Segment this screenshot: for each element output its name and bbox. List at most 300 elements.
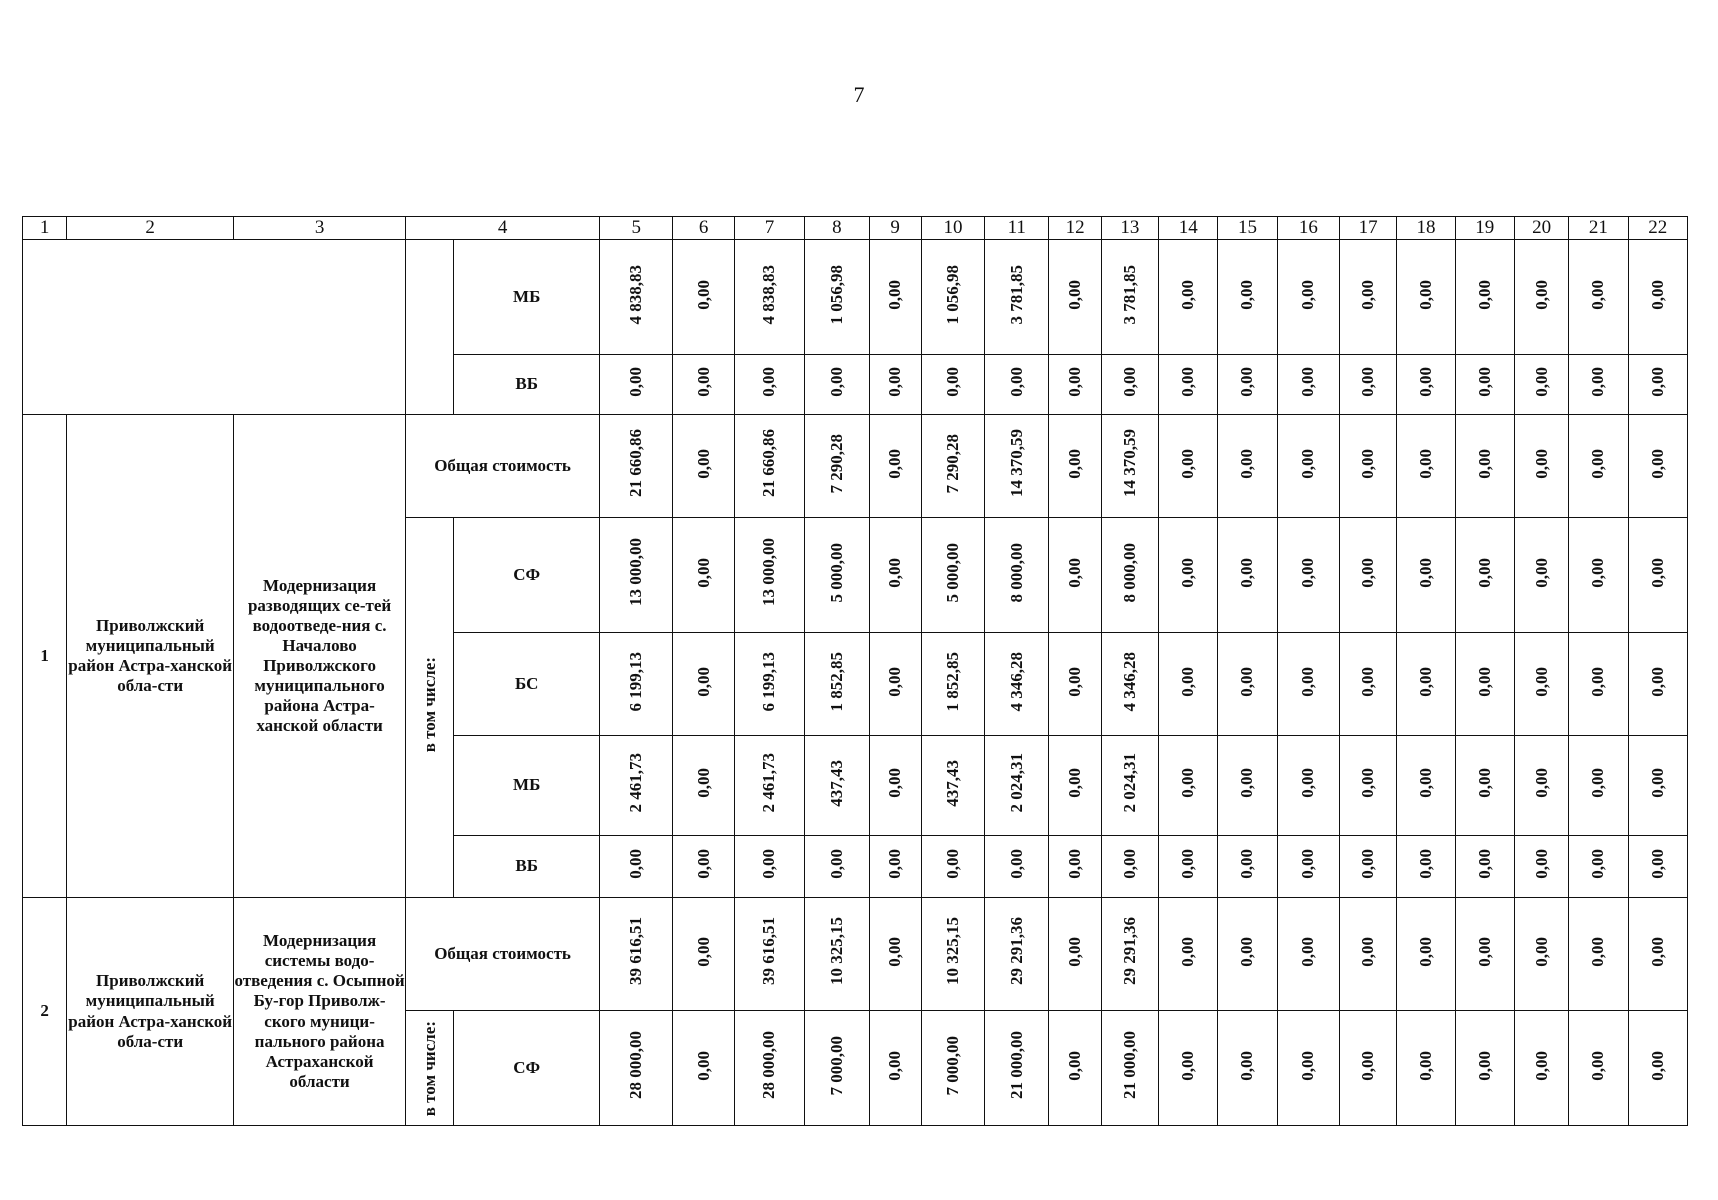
value-text: 0,00 (1237, 557, 1257, 588)
value-text: 0,00 (885, 557, 905, 588)
value-text: 0,00 (1474, 448, 1494, 479)
value-cell (1049, 736, 1101, 836)
value-text: 0,00 (1531, 557, 1551, 588)
value-cell (1397, 415, 1455, 518)
value-text: 0,00 (1006, 367, 1026, 397)
value-cell (985, 1011, 1049, 1126)
value-text: 21 660,86 (626, 429, 646, 498)
value-cell (1277, 736, 1339, 836)
value-text: 0,00 (1647, 448, 1667, 479)
value-cell (985, 836, 1049, 898)
value-cell (921, 1011, 984, 1126)
value-text: 0,00 (1178, 1050, 1198, 1081)
value-text: 2 024,31 (1119, 753, 1139, 813)
value-cell (1159, 836, 1218, 898)
value-cell (985, 633, 1049, 736)
value-cell (1628, 240, 1687, 355)
column-number: 1 (23, 217, 67, 240)
value-cell (600, 240, 673, 355)
value-cell (805, 836, 869, 898)
value-text: 0,00 (693, 448, 713, 479)
value-cell (1569, 633, 1628, 736)
value-cell (805, 898, 869, 1011)
value-cell (1455, 736, 1514, 836)
value-text: 0,00 (1415, 1050, 1435, 1081)
column-number: 4 (406, 217, 600, 240)
value-cell (1340, 355, 1397, 415)
funding-source: МБ (454, 736, 600, 836)
value-text: 6 199,13 (759, 651, 779, 712)
value-cell (600, 633, 673, 736)
value-cell (1514, 1011, 1568, 1126)
value-cell (805, 736, 869, 836)
value-text: 28 000,00 (759, 1031, 779, 1100)
value-cell (1159, 1011, 1218, 1126)
value-cell (600, 898, 673, 1011)
value-cell (1340, 240, 1397, 355)
value-cell (1049, 415, 1101, 518)
value-cell (1218, 736, 1277, 836)
value-text: 1 852,85 (942, 651, 962, 712)
value-text: 0,00 (1298, 367, 1318, 397)
column-number: 8 (805, 217, 869, 240)
value-text: 0,00 (1358, 279, 1378, 310)
table-row (23, 898, 1688, 1011)
value-text: 5 000,00 (942, 542, 962, 603)
value-cell (1455, 518, 1514, 633)
value-cell (869, 240, 921, 355)
value-cell (1218, 415, 1277, 518)
value-text: 29 291,36 (1006, 917, 1026, 986)
value-text: 21 660,86 (759, 429, 779, 498)
value-cell (673, 518, 734, 633)
value-cell (1455, 633, 1514, 736)
value-text: 13 000,00 (759, 538, 779, 607)
value-cell (1628, 1011, 1687, 1126)
value-text: 0,00 (885, 936, 905, 967)
value-cell (921, 633, 984, 736)
value-text: 0,00 (693, 367, 713, 397)
value-text: 0,00 (1178, 367, 1198, 397)
value-cell (600, 736, 673, 836)
value-cell (1049, 1011, 1101, 1126)
table-row (23, 415, 1688, 518)
value-cell (1569, 355, 1628, 415)
value-text: 0,00 (1531, 1050, 1551, 1081)
value-cell (1159, 240, 1218, 355)
value-cell (1397, 355, 1455, 415)
value-text: 0,00 (1588, 666, 1608, 697)
value-text: 0,00 (1358, 849, 1378, 879)
funding-source: СФ (454, 518, 600, 633)
value-cell (1049, 240, 1101, 355)
value-text: 0,00 (1531, 768, 1551, 798)
value-text: 0,00 (693, 936, 713, 967)
value-text: 3 781,85 (1006, 264, 1026, 325)
value-text: 0,00 (1298, 557, 1318, 588)
value-text: 0,00 (942, 367, 962, 397)
value-text: 0,00 (626, 367, 646, 397)
value-cell (1101, 240, 1158, 355)
value-cell (1049, 633, 1101, 736)
value-text: 0,00 (1647, 279, 1667, 310)
value-text: 13 000,00 (626, 538, 646, 607)
value-cell (1455, 1011, 1514, 1126)
project-name: Модернизация разводящих се-тей водоотведе-ния с. Началово Приволжского муниципального района Астра-ханской области (234, 415, 406, 898)
value-text: 0,00 (1358, 1050, 1378, 1081)
column-number: 18 (1397, 217, 1455, 240)
value-cell (734, 415, 804, 518)
value-cell (734, 836, 804, 898)
value-cell (921, 736, 984, 836)
value-cell (1049, 898, 1101, 1011)
value-text: 437,43 (942, 759, 962, 807)
funding-source: БС (454, 633, 600, 736)
value-text: 2 024,31 (1006, 753, 1026, 813)
column-number: 20 (1514, 217, 1568, 240)
value-text: 0,00 (759, 849, 779, 879)
value-cell (1514, 355, 1568, 415)
value-text: 0,00 (1474, 279, 1494, 310)
value-cell (1159, 736, 1218, 836)
value-cell (1628, 898, 1687, 1011)
column-number: 5 (600, 217, 673, 240)
value-cell (1340, 633, 1397, 736)
value-text: 0,00 (1647, 367, 1667, 397)
value-cell (1628, 736, 1687, 836)
value-text: 0,00 (693, 1050, 713, 1081)
value-text: 0,00 (1415, 666, 1435, 697)
value-cell (805, 518, 869, 633)
value-cell (1340, 736, 1397, 836)
value-cell (1455, 836, 1514, 898)
value-cell (673, 240, 734, 355)
value-text: 0,00 (885, 279, 905, 310)
value-cell (921, 836, 984, 898)
value-text: 0,00 (1298, 849, 1318, 879)
funding-table (22, 216, 1688, 1126)
column-number: 16 (1277, 217, 1339, 240)
value-cell (805, 415, 869, 518)
value-cell (1397, 633, 1455, 736)
value-cell (805, 355, 869, 415)
value-text: 5 000,00 (826, 542, 846, 603)
project-name: Модернизация системы водо-отведения с. Осыпной Бу-гор Приволж-ского муници-пального района Астраханской области (234, 898, 406, 1126)
value-cell (1397, 1011, 1455, 1126)
value-cell (1569, 518, 1628, 633)
value-text: 0,00 (1237, 1050, 1257, 1081)
value-text: 0,00 (1531, 849, 1551, 879)
in-that-number-text: в том числе: (419, 657, 439, 753)
column-number: 13 (1101, 217, 1158, 240)
value-text: 0,00 (1531, 666, 1551, 697)
value-text: 4 838,83 (626, 264, 646, 325)
value-text: 0,00 (885, 448, 905, 479)
value-text: 0,00 (1588, 448, 1608, 479)
value-text: 0,00 (885, 768, 905, 798)
value-cell (1159, 355, 1218, 415)
value-text: 10 325,15 (942, 917, 962, 986)
value-text: 0,00 (1237, 849, 1257, 879)
value-cell (1340, 1011, 1397, 1126)
value-text: 4 346,28 (1006, 651, 1026, 712)
value-cell (1159, 518, 1218, 633)
value-cell (869, 836, 921, 898)
value-text: 8 000,00 (1119, 542, 1139, 603)
value-text: 14 370,59 (1006, 429, 1026, 498)
value-cell (921, 355, 984, 415)
value-text: 0,00 (1415, 849, 1435, 879)
value-cell (1277, 355, 1339, 415)
value-text: 1 056,98 (826, 264, 846, 325)
value-text: 0,00 (1178, 666, 1198, 697)
value-text: 0,00 (1474, 557, 1494, 588)
column-number: 3 (234, 217, 406, 240)
value-cell (869, 415, 921, 518)
value-text: 0,00 (1065, 936, 1085, 967)
value-text: 0,00 (1178, 768, 1198, 798)
value-text: 0,00 (885, 1050, 905, 1081)
value-text: 0,00 (1415, 936, 1435, 967)
value-cell (985, 240, 1049, 355)
value-cell (1455, 898, 1514, 1011)
value-text: 0,00 (1647, 557, 1667, 588)
column-number: 10 (921, 217, 984, 240)
value-cell (1628, 415, 1687, 518)
value-text: 0,00 (1298, 666, 1318, 697)
value-text: 0,00 (1237, 367, 1257, 397)
funding-source: СФ (454, 1011, 600, 1126)
value-text: 0,00 (1065, 849, 1085, 879)
value-text: 0,00 (1531, 367, 1551, 397)
value-cell (600, 836, 673, 898)
value-cell (921, 415, 984, 518)
value-cell (1569, 415, 1628, 518)
value-cell (1514, 633, 1568, 736)
value-cell (1101, 518, 1158, 633)
value-text: 0,00 (1474, 666, 1494, 697)
value-cell (1049, 355, 1101, 415)
value-text: 0,00 (1358, 936, 1378, 967)
value-cell (1514, 518, 1568, 633)
in-that-number-label (406, 518, 454, 898)
value-text: 0,00 (1647, 936, 1667, 967)
value-cell (673, 898, 734, 1011)
value-cell (1277, 1011, 1339, 1126)
value-text: 2 461,73 (626, 753, 646, 813)
value-text: 0,00 (1119, 367, 1139, 397)
value-cell (734, 633, 804, 736)
total-cost-label: Общая стоимость (406, 898, 600, 1011)
value-text: 0,00 (1531, 448, 1551, 479)
value-text: 0,00 (942, 849, 962, 879)
value-text: 0,00 (1358, 367, 1378, 397)
value-text: 0,00 (1298, 448, 1318, 479)
value-text: 0,00 (1298, 936, 1318, 967)
value-text: 4 838,83 (759, 264, 779, 325)
value-text: 0,00 (1065, 448, 1085, 479)
value-text: 0,00 (1415, 768, 1435, 798)
value-cell (734, 240, 804, 355)
value-text: 21 000,00 (1006, 1031, 1026, 1100)
value-text: 10 325,15 (826, 917, 846, 986)
funding-source: МБ (454, 240, 600, 355)
value-text: 0,00 (1588, 367, 1608, 397)
value-text: 29 291,36 (1119, 917, 1139, 986)
value-text: 0,00 (1588, 849, 1608, 879)
value-cell (985, 736, 1049, 836)
value-text: 0,00 (1178, 448, 1198, 479)
value-cell (985, 518, 1049, 633)
project-number: 2 (23, 898, 67, 1126)
value-cell (600, 355, 673, 415)
value-cell (985, 898, 1049, 1011)
value-cell (1340, 898, 1397, 1011)
value-text: 14 370,59 (1119, 429, 1139, 498)
value-cell (1514, 898, 1568, 1011)
value-cell (921, 518, 984, 633)
value-text: 0,00 (1065, 768, 1085, 798)
value-cell (1159, 633, 1218, 736)
value-cell (1455, 240, 1514, 355)
value-cell (734, 736, 804, 836)
table-row (23, 240, 1688, 355)
value-cell (985, 415, 1049, 518)
value-cell (1277, 898, 1339, 1011)
value-cell (673, 736, 734, 836)
value-cell (1218, 898, 1277, 1011)
column-number: 6 (673, 217, 734, 240)
value-text: 7 290,28 (826, 433, 846, 494)
value-cell (734, 1011, 804, 1126)
value-text: 4 346,28 (1119, 651, 1139, 712)
value-text: 0,00 (826, 367, 846, 397)
value-text: 0,00 (1531, 279, 1551, 310)
value-text: 0,00 (1298, 279, 1318, 310)
value-text: 0,00 (1178, 279, 1198, 310)
value-text: 7 290,28 (942, 433, 962, 494)
value-text: 0,00 (1647, 1050, 1667, 1081)
value-text: 0,00 (693, 557, 713, 588)
value-cell (1569, 240, 1628, 355)
value-cell (1218, 355, 1277, 415)
value-cell (1514, 240, 1568, 355)
value-cell (1340, 518, 1397, 633)
value-text: 0,00 (1415, 448, 1435, 479)
value-text: 0,00 (1474, 1050, 1494, 1081)
value-text: 0,00 (1119, 849, 1139, 879)
value-cell (869, 736, 921, 836)
value-cell (1514, 836, 1568, 898)
value-text: 2 461,73 (759, 753, 779, 813)
value-text: 0,00 (693, 768, 713, 798)
value-cell (1514, 736, 1568, 836)
value-cell (734, 518, 804, 633)
value-cell (1628, 355, 1687, 415)
value-text: 1 852,85 (826, 651, 846, 712)
value-cell (673, 415, 734, 518)
value-text: 0,00 (1647, 666, 1667, 697)
value-text: 0,00 (1178, 936, 1198, 967)
value-text: 21 000,00 (1119, 1031, 1139, 1100)
value-text: 39 616,51 (759, 917, 779, 986)
value-cell (1277, 633, 1339, 736)
value-cell (1277, 836, 1339, 898)
column-number: 7 (734, 217, 804, 240)
value-cell (1397, 836, 1455, 898)
value-text: 0,00 (1065, 557, 1085, 588)
value-text: 0,00 (885, 666, 905, 697)
total-cost-label: Общая стоимость (406, 415, 600, 518)
value-cell (600, 1011, 673, 1126)
value-cell (1628, 836, 1687, 898)
value-cell (1101, 836, 1158, 898)
column-number: 11 (985, 217, 1049, 240)
value-text: 0,00 (1237, 279, 1257, 310)
value-cell (869, 1011, 921, 1126)
column-number: 14 (1159, 217, 1218, 240)
value-cell (1049, 836, 1101, 898)
value-text: 0,00 (1415, 367, 1435, 397)
value-text: 0,00 (1588, 768, 1608, 798)
value-text: 0,00 (1298, 768, 1318, 798)
value-cell (921, 240, 984, 355)
value-text: 0,00 (1588, 279, 1608, 310)
column-number: 17 (1340, 217, 1397, 240)
value-text: 8 000,00 (1006, 542, 1026, 603)
value-cell (1218, 1011, 1277, 1126)
value-cell (673, 1011, 734, 1126)
value-text: 0,00 (885, 849, 905, 879)
value-text: 0,00 (1065, 666, 1085, 697)
value-text: 0,00 (1415, 279, 1435, 310)
value-cell (869, 898, 921, 1011)
value-text: 0,00 (1065, 1050, 1085, 1081)
value-cell (1277, 518, 1339, 633)
value-cell (1455, 415, 1514, 518)
in-that-number-text: в том числе: (419, 1020, 439, 1116)
value-text: 0,00 (1474, 849, 1494, 879)
value-text: 0,00 (1531, 936, 1551, 967)
column-number: 15 (1218, 217, 1277, 240)
project-number: 1 (23, 415, 67, 898)
value-text: 0,00 (759, 367, 779, 397)
value-text: 0,00 (885, 367, 905, 397)
column-number: 21 (1569, 217, 1628, 240)
column-number: 22 (1628, 217, 1687, 240)
value-cell (985, 355, 1049, 415)
value-text: 0,00 (1474, 936, 1494, 967)
value-cell (1397, 518, 1455, 633)
value-cell (869, 633, 921, 736)
value-text: 0,00 (1178, 849, 1198, 879)
funding-source: ВБ (454, 355, 600, 415)
value-text: 0,00 (1006, 849, 1026, 879)
value-cell (673, 355, 734, 415)
value-text: 0,00 (1358, 768, 1378, 798)
value-cell (869, 355, 921, 415)
value-text: 0,00 (693, 279, 713, 310)
value-cell (1101, 355, 1158, 415)
value-text: 0,00 (1647, 849, 1667, 879)
value-cell (805, 633, 869, 736)
value-cell (1101, 898, 1158, 1011)
value-cell (1569, 836, 1628, 898)
value-text: 39 616,51 (626, 917, 646, 986)
value-cell (1455, 355, 1514, 415)
value-cell (1340, 415, 1397, 518)
value-text: 0,00 (693, 849, 713, 879)
